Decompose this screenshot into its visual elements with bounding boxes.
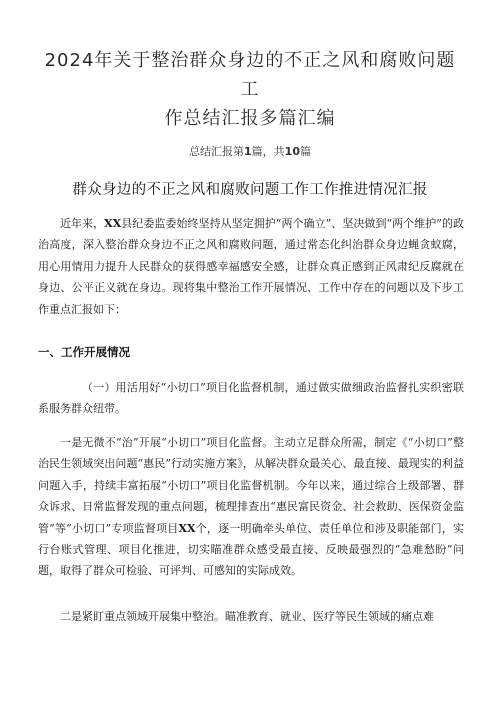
- article-counter: [0, 143, 500, 159]
- point-one-count-placeholder: XX: [178, 521, 196, 535]
- paragraph-point-two: 二是紧盯重点领域开展集中整治。瞄准教育、就业、医疗等民生领域的痛点难: [60, 610, 434, 623]
- document-title-line-2: 作总结汇报多篇汇编: [164, 108, 336, 129]
- counter-prefix: 总结汇报第: [189, 145, 245, 158]
- counter-suffix: 篇: [299, 145, 311, 158]
- point-one-text-start: 一是无微不“治”开展“小切口”项目化监督。主动立足群众所需，制定《“小切口”整治民生领域突出问题“惠民”行动实施方案》，从解决群众最关心、最直接、最现实的利益问题入手，持续丰富拓展“小切口”项目化监督机制。今年以来，通过综合上级部署、群众诉求、日常监督发现的重点问题，梳理排查出“惠民富民资金、社会救助、医保资金监管”等“小切口”专项监督项目: [38, 436, 464, 535]
- paragraph-point-one: [38, 432, 464, 582]
- section-title: 群众身边的不正之风和腐败问题工作工作推进情况汇报: [72, 182, 428, 198]
- document-title-line-1: 2024年关于整治群众身边的不正之风和腐败问题工: [44, 50, 456, 100]
- counter-total: 10: [284, 145, 300, 158]
- counter-index: 1: [244, 145, 252, 158]
- intro-text-rest: 县纪委监委始终坚持从坚定拥护“两个确立”、坚决做到“两个维护”的政治高度，深入整治群众身边不正之风和腐败问题，通过常态化纠治群众身边蝇贪蚁腐，用心用情用力提升人民群众的获得感幸福感安全感，让群众真正感到正风肃纪反腐就在身边、公平正义就在身边。现将集中整治工作开展情况、工作中存在的问题以及下步工作重点汇报如下：: [38, 217, 464, 316]
- intro-text-start: 近年来，: [60, 217, 105, 230]
- intro-paragraph: [38, 213, 464, 320]
- counter-mid: 篇，共: [251, 145, 285, 158]
- point-one-text-rest: 个，逐一明确牵头单位、责任单位和涉及职能部门，实行台账式管理、项目化推进，切实瞄准群众感受最直接、反映最强烈的“急难愁盼”问题，取得了群众可检验、可评判、可感知的实际成效。: [38, 521, 464, 578]
- intro-county-placeholder: XX: [104, 217, 122, 230]
- document-title: [40, 46, 460, 133]
- subheading-paragraph-1: （一）用活用好“小切口”项目化监督机制，通过做实做细政治监督扎实织密联系服务群众纽带。: [38, 381, 464, 416]
- heading-work-progress: 一、工作开展情况: [38, 345, 130, 359]
